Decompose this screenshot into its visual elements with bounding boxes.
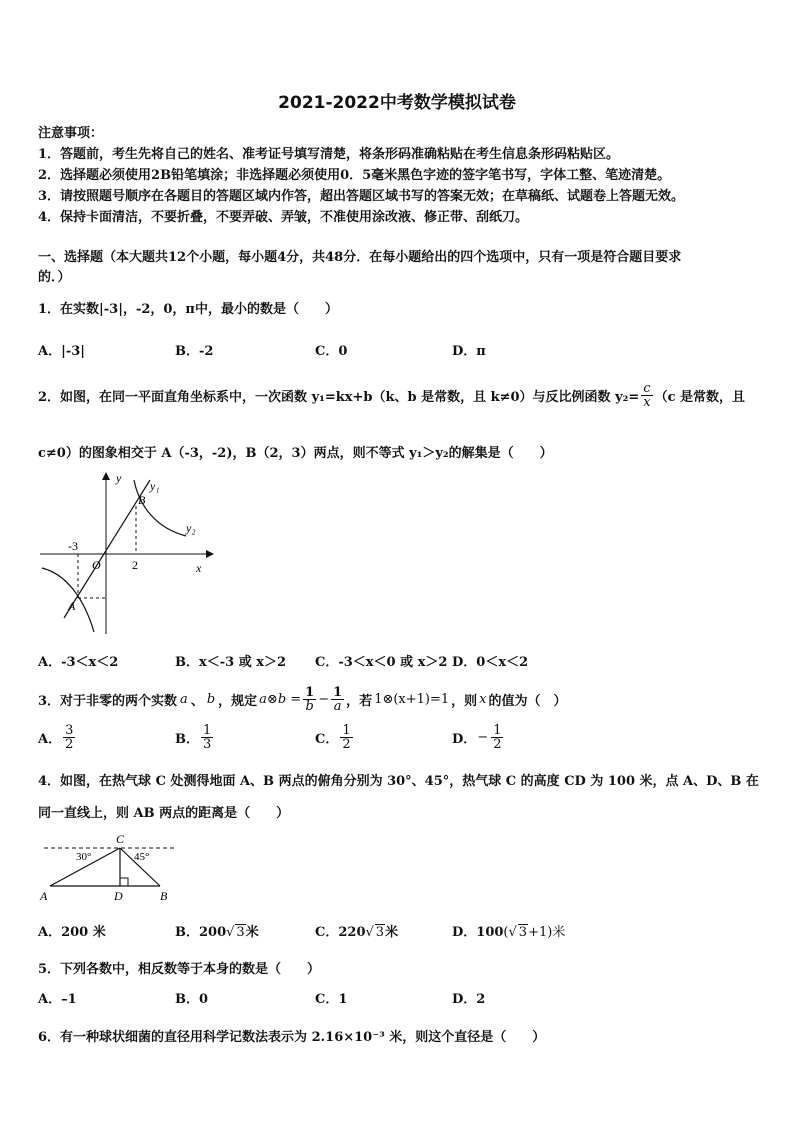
q3-opt-b-den: 3 <box>203 737 212 752</box>
q3-option-b <box>175 724 215 751</box>
q2-option-b: B．x＜-3 或 x＞2 <box>175 655 287 670</box>
q3-opt-c-num: 1 <box>342 723 351 738</box>
q2-option-d: D．0＜x＜2 <box>452 655 529 670</box>
sqrt-icon: √ <box>226 925 235 940</box>
q3-opt-a-frac <box>63 724 75 751</box>
q1-option-d: D．π <box>452 344 486 359</box>
q2-function-graph <box>36 470 216 638</box>
q5-option-d: D．2 <box>452 992 486 1007</box>
note-2: 2．选择题必须使用2B铅笔填涂；非选择题必须使用0．5毫米黑色字迹的签字笔书写，字体工整、笔迹清楚。 <box>38 168 671 183</box>
q4-opt-d-pre: D．100 <box>452 925 504 940</box>
q3-opt-d-neg: − <box>477 730 489 745</box>
q1-stem: 1．在实数|-3|，-2，0，π中，最小的数是（ ） <box>38 302 338 317</box>
q3-opt-a-den: 2 <box>65 737 74 752</box>
fig-label-b: B <box>160 889 168 903</box>
sqrt-icon: √ <box>508 925 517 940</box>
right-angle-mark <box>120 878 128 886</box>
q2-stem-part2: （c 是常数，且 <box>654 390 746 405</box>
note-1: 1．答题前，考生先将自己的姓名、准考证号填写清楚，将条形码准确粘贴在考生信息条形码粘贴区。 <box>38 147 620 162</box>
graph-label-x: x <box>196 561 202 575</box>
q3-opt-c-frac <box>340 724 352 751</box>
q3-stem-part2: ，规定 <box>218 693 258 709</box>
q3-minus: − <box>318 691 330 707</box>
fig-angle-45: 45° <box>134 851 150 863</box>
q1-option-a: A．|-3| <box>38 344 85 359</box>
q2-stem <box>38 382 745 409</box>
graph-label-minus3: -3 <box>68 539 78 553</box>
q4-opt-b-pre: B．200 <box>175 925 227 940</box>
fig-label-c: C <box>116 832 125 846</box>
q5-option-c: C．1 <box>315 992 348 1007</box>
q3-opt-b-label: B． <box>175 732 199 747</box>
page-title: 2021-2022中考数学模拟试卷 <box>278 93 516 113</box>
q4-option-c <box>315 921 398 940</box>
q3-opt-d-num: 1 <box>493 723 502 738</box>
q3-stem-part4: ，则 <box>451 693 478 709</box>
q4-option-b <box>175 921 259 940</box>
section-heading-cont: 的．） <box>38 270 71 285</box>
graph-label-a: A <box>68 599 76 613</box>
q3-stem <box>38 684 567 714</box>
q5-stem: 5．下列各数中，相反数等于本身的数是（ ） <box>38 962 321 977</box>
graph-label-b: B <box>138 493 146 507</box>
q4-opt-d-open: ( <box>503 925 509 940</box>
q3-stem-part3: ，若 <box>346 693 373 709</box>
q3-stem-part5: 的值为（ ） <box>488 693 567 709</box>
q2-option-a: A．-3＜x＜2 <box>38 655 119 670</box>
q6-stem: 6．有一种球状细菌的直径用科学记数法表示为 2.16×10⁻³ 米，则这个直径是（ ） <box>38 1030 546 1045</box>
q3-var-x: x <box>479 691 487 707</box>
q4-option-a: A．200 米 <box>38 925 106 940</box>
q4-opt-c-pre: C．220 <box>315 925 366 940</box>
q3-def-lhs: a⊗b = <box>259 691 302 707</box>
q4-option-d <box>452 921 565 940</box>
q3-frac2-den: a <box>333 698 342 714</box>
fig-label-d: D <box>114 889 123 903</box>
q3-frac-1-over-b <box>303 686 316 713</box>
q3-opt-d-den: 2 <box>493 737 502 752</box>
q4-opt-b-post: 米 <box>245 925 259 940</box>
fig-label-a: A <box>40 889 48 903</box>
q3-opt-b-num: 1 <box>203 723 212 738</box>
graph-label-2: 2 <box>132 558 138 572</box>
q3-option-d <box>452 724 505 751</box>
q1-option-c: C．0 <box>315 344 348 359</box>
q3-opt-c-label: C． <box>315 732 339 747</box>
q4-opt-c-post: 米 <box>385 925 399 940</box>
q2-frac-den: x <box>643 395 651 410</box>
q3-opt-a-label: A． <box>38 732 62 747</box>
q4-opt-d-root: 3 <box>518 925 528 940</box>
note-3: 3．请按照题号顺序在各题目的答题区域内作答，超出答题区域书写的答案无效；在草稿纸、试题卷上答题无效。 <box>38 189 685 204</box>
q4-opt-c-root: 3 <box>375 925 385 940</box>
q3-frac-1-over-a <box>331 686 344 713</box>
q2-option-c: C．-3＜x＜0 或 x＞2 <box>315 655 448 670</box>
q3-opt-a-num: 3 <box>65 723 74 738</box>
q3-opt-d-label: D． <box>452 732 477 747</box>
q3-frac1-den: b <box>305 698 314 714</box>
q3-opt-c-den: 2 <box>342 737 351 752</box>
hyperbola-branch-1 <box>134 480 186 536</box>
q1-option-b: B．-2 <box>175 344 214 359</box>
q2-stem-line2: c≠0）的图象相交于 A（-3，-2)，B（2，3）两点，则不等式 y₁＞y₂的解集是（ ） <box>38 446 553 461</box>
q5-option-b: B．0 <box>175 992 209 1007</box>
q3-frac1-num: 1 <box>305 684 315 700</box>
q4-opt-b-root: 3 <box>236 925 245 940</box>
q3-stem-part1: 3．对于非零的两个实数 <box>38 693 178 709</box>
q4-opt-d-post: +1)米 <box>528 925 566 940</box>
q4-balloon-figure <box>36 830 186 906</box>
graph-label-origin: O <box>92 558 101 572</box>
sqrt-icon: √ <box>365 925 374 940</box>
y-axis-arrow <box>102 472 110 480</box>
q3-condition: 1⊗(x+1)=1 <box>374 691 450 707</box>
q3-var-b: b <box>206 691 216 707</box>
fig-angle-30: 30° <box>76 851 92 863</box>
q3-frac2-num: 1 <box>333 684 343 700</box>
graph-label-y1: y₁ <box>150 479 160 493</box>
q3-sep: 、 <box>190 693 204 709</box>
note-4: 4．保持卡面清洁，不要折叠，不要弄破、弄皱，不准使用涂改液、修正带、刮纸刀。 <box>38 210 529 225</box>
q2-frac-num: c <box>643 381 651 396</box>
section-heading: 一、选择题（本大题共12个小题，每小题4分，共48分．在每小题给出的四个选项中，只有一项是符合题目要求 <box>38 250 682 265</box>
q5-option-a: A．–1 <box>38 992 77 1007</box>
q3-option-a <box>38 724 77 751</box>
q2-fraction-c-over-x <box>641 382 652 409</box>
graph-label-y: y <box>116 471 122 485</box>
q3-var-a: a <box>180 691 188 707</box>
q2-stem-part1: 2．如图，在同一平面直角坐标系中，一次函数 y₁=kx+b（k、b 是常数，且 k≠0）与反比例函数 y₂= <box>38 390 640 405</box>
graph-label-y2: y₂ <box>186 521 196 535</box>
q4-stem-line1: 4．如图，在热气球 C 处测得地面 A、B 两点的俯角分别为 30°、45°，热气球 C 的高度 CD 为 100 米，点 A、D、B 在 <box>38 774 759 789</box>
q3-option-c <box>315 724 355 751</box>
x-axis-arrow <box>206 550 214 558</box>
q3-opt-b-frac <box>201 724 213 751</box>
notes-heading: 注意事项： <box>38 126 104 141</box>
q4-stem-line2: 同一直线上，则 AB 两点的距离是（ ） <box>38 806 290 821</box>
q3-opt-d-frac <box>491 724 503 751</box>
